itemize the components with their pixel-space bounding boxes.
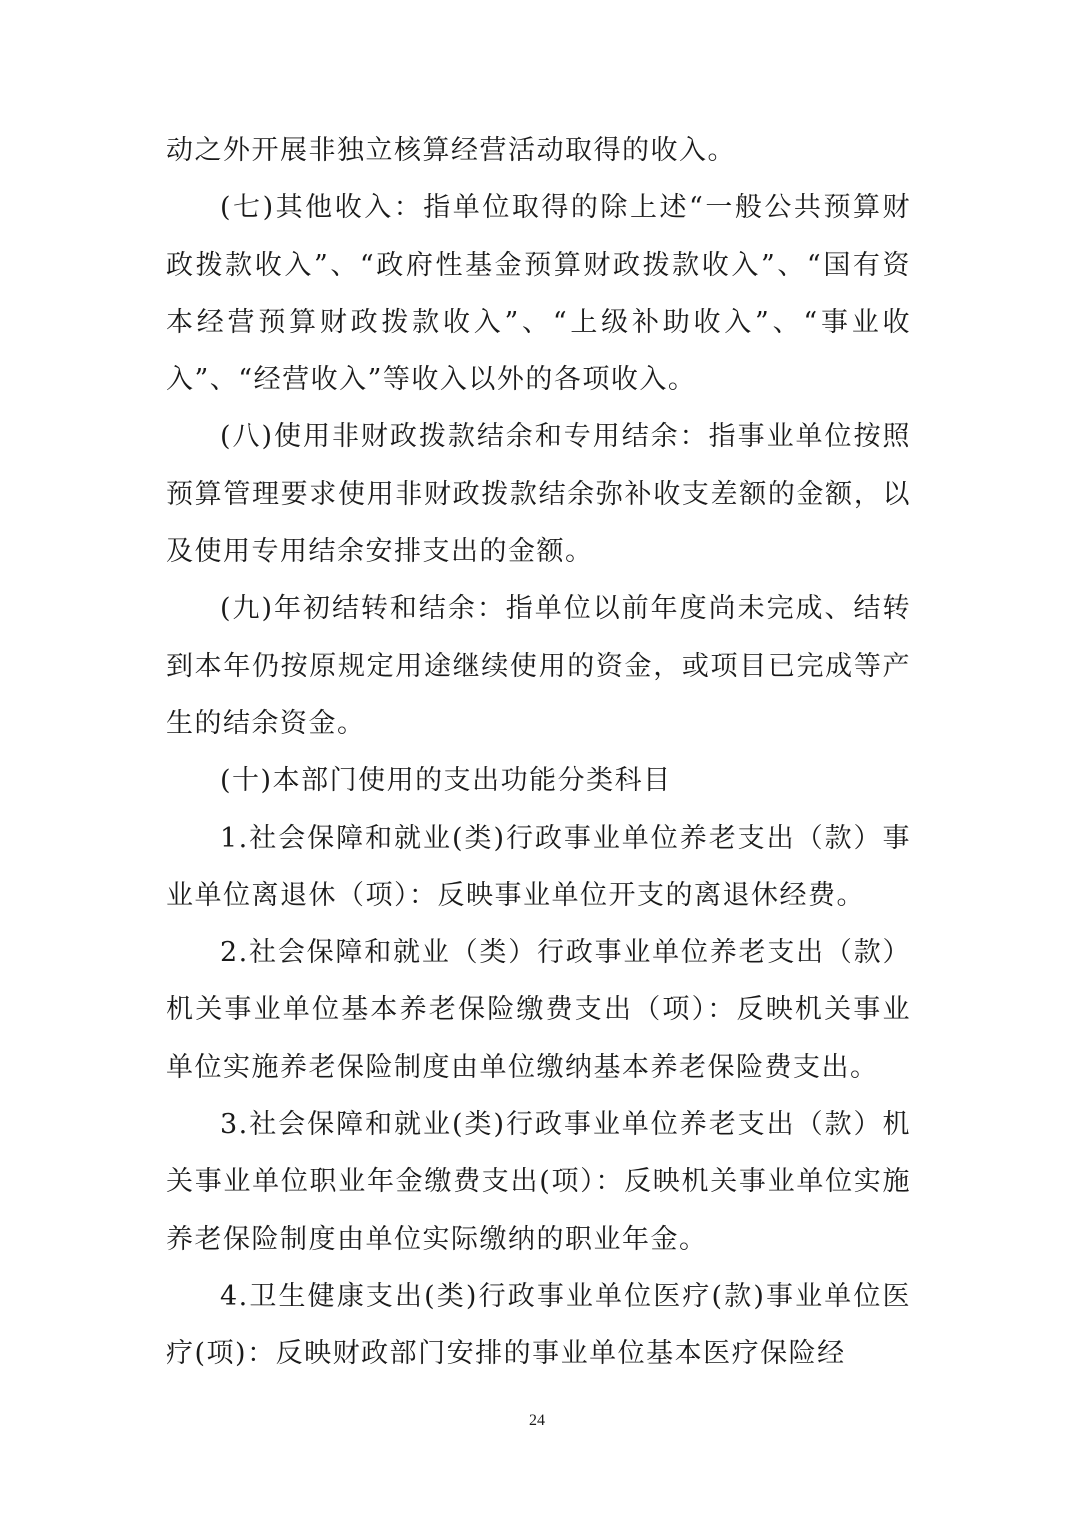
page-number: 24: [529, 1412, 545, 1429]
list-item-3: 3.社会保障和就业(类)行政事业单位养老支出（款）机关事业单位职业年金缴费支出(项）：反映机关事业单位实施养老保险制度由单位实际缴纳的职业年金。: [166, 1109, 911, 1255]
body-text: [166, 122, 911, 1383]
paragraph-other-income: (七)其他收入：指单位取得的除上述“一般公共预算财政拨款收入”、“政府性基金预算财政拨款收入”、“国有资本经营预算财政拨款收入”、“上级补助收入”、“事业收入”、“经营收入”等收入以外的各项收入。: [166, 192, 911, 396]
paragraph-continuation: 动之外开展非独立核算经营活动取得的收入。: [166, 135, 736, 166]
list-item-2: 2.社会保障和就业（类）行政事业单位养老支出（款）机关事业单位基本养老保险缴费支出（项）：反映机关事业单位实施养老保险制度由单位缴纳基本养老保险费支出。: [166, 937, 911, 1083]
paragraph-non-fiscal-surplus: (八)使用非财政拨款结余和专用结余：指事业单位按照预算管理要求使用非财政拨款结余弥补收支差额的金额，以及使用专用结余安排支出的金额。: [166, 421, 911, 568]
list-item-4: 4.卫生健康支出(类)行政事业单位医疗(款)事业单位医疗(项)：反映财政部门安排的事业单位基本医疗保险经: [166, 1280, 911, 1370]
paragraph-carryover-balance: (九)年初结转和结余：指单位以前年度尚未完成、结转到本年仍按原规定用途继续使用的资金，或项目已完成等产生的结余资金。: [166, 593, 911, 739]
section-heading-expenditure-categories: (十)本部门使用的支出功能分类科目: [220, 765, 672, 797]
list-item-1: 1.社会保障和就业(类)行政事业单位养老支出（款）事业单位离退休（项）：反映事业单位开支的离退休经费。: [166, 822, 911, 911]
